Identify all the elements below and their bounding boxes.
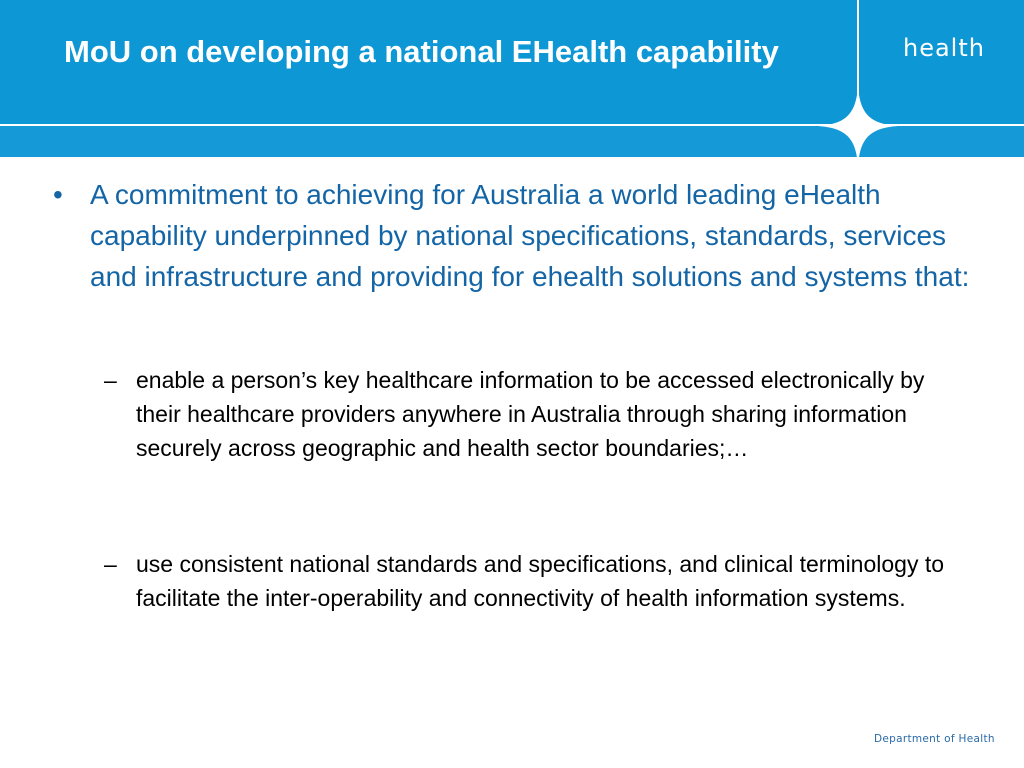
sub-bullet-text: use consistent national standards and specifications, and clinical terminology to facilitate the inter-operability and connectivity of health information systems.	[136, 551, 945, 611]
bullet-marker: •	[53, 179, 63, 210]
brand-logo-text: health	[903, 34, 985, 62]
sub-bullet-item	[104, 547, 964, 615]
sub-bullet-item	[104, 363, 964, 465]
sub-bullet-marker: –	[104, 551, 117, 577]
sub-bullet-text: enable a person’s key healthcare information to be accessed electronically by their healthcare providers anywhere in Australia through sharing information securely across geographic and health sector boundaries;…	[136, 367, 925, 461]
sub-bullet-marker: –	[104, 367, 117, 393]
slide-title: MoU on developing a national EHealth capability	[64, 34, 779, 69]
main-bullet	[53, 174, 973, 297]
main-bullet-text: A commitment to achieving for Australia a world leading eHealth capability underpinned by national specifications, standards, services and infrastructure and providing for ehealth solutions and systems that:	[90, 179, 970, 292]
four-point-star-icon	[818, 86, 898, 166]
department-footer: Department of Health	[874, 733, 995, 745]
